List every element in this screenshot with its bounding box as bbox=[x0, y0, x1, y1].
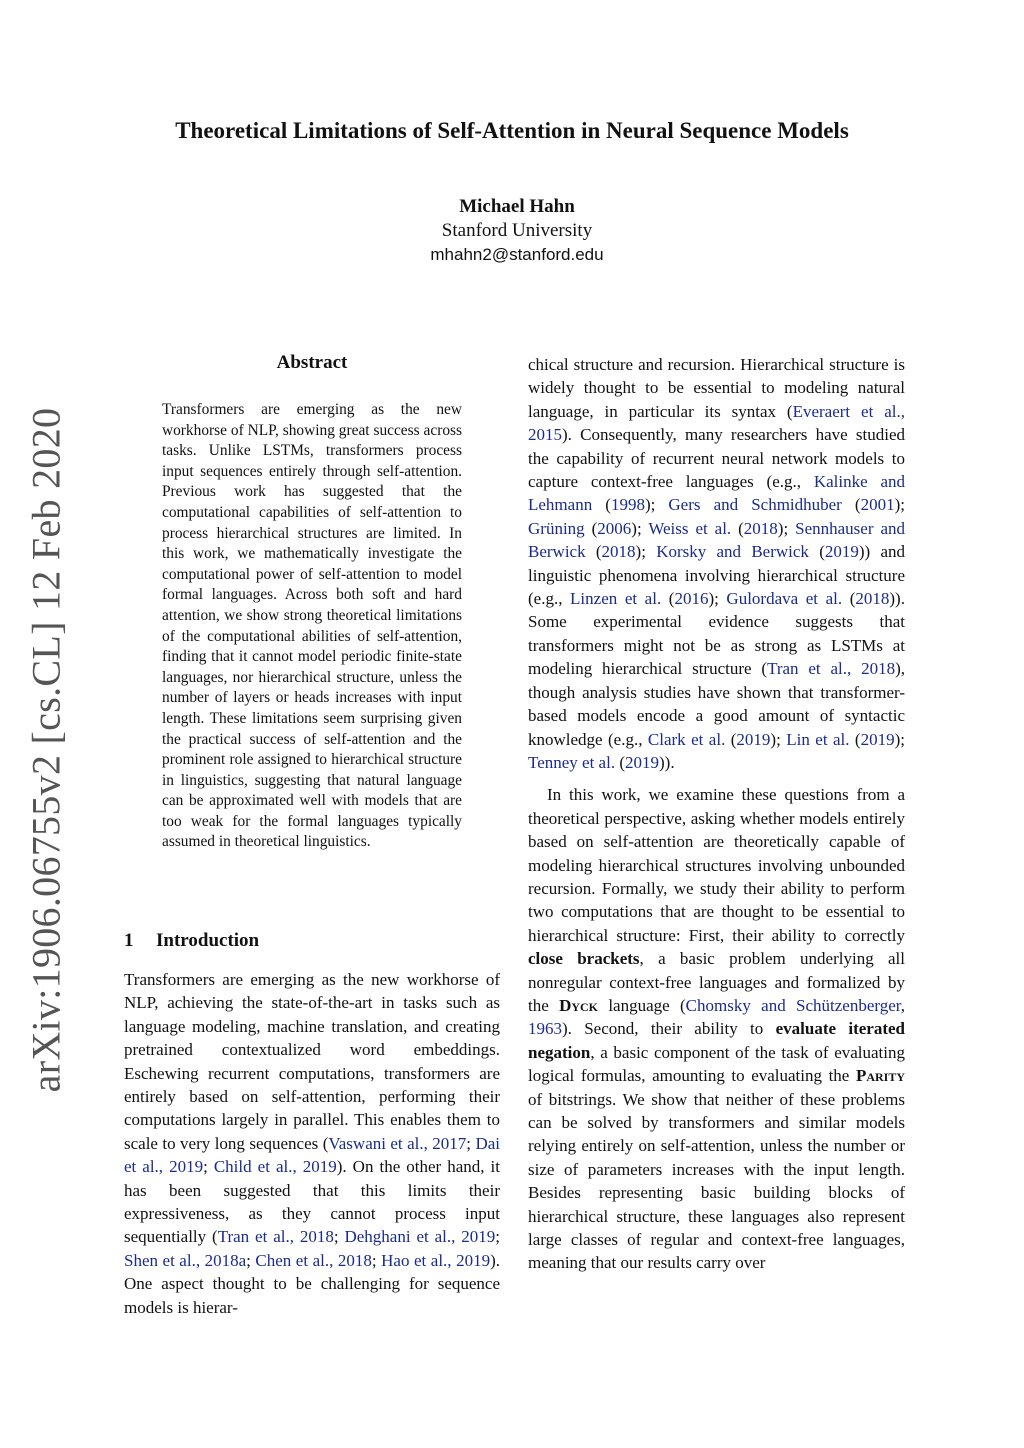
citation-link[interactable]: 1963 bbox=[528, 1019, 562, 1039]
citation-link[interactable]: Gulordava et al. bbox=[726, 589, 843, 609]
citation-link[interactable]: 2019 bbox=[824, 542, 859, 562]
citation-link[interactable]: Tenney et al. bbox=[528, 752, 616, 772]
citation-link[interactable]: Shen et al., 2018a bbox=[124, 1250, 247, 1270]
intro-paragraph-continued: chical structure and recursion. Hierarchical structure is widely thought to be essential to modeling natural language, in particular its syntax (Everaert et al., 2015). Consequently, many researchers have studied the capability of recurrent neural network models to capture context-free languages (e.g., Kalinke and Lehmann (1998); Gers and Schmidhuber (2001); Grüning (2006); Weiss et al. (2018); Sennhauser and Berwick (2018); Korsky and Berwick (2019)) and linguistic phenomena involving hierarchical structure (e.g., Linzen et al. (2016); Gulordava et al. (2018)). Some experimental evidence suggests that transformers might not be as strong as LSTMs at modeling hierarchical structure (Tran et al., 2018), though analysis studies have shown that transformer-based models encode a good amount of syntactic knowledge (e.g., Clark et al. (2019); Lin et al. (2019); Tenney et al. (2019)). bbox=[528, 355, 905, 772]
small-caps-term: Parity bbox=[855, 1066, 905, 1086]
author-block bbox=[0, 195, 1024, 267]
abstract-heading: Abstract bbox=[276, 352, 348, 373]
citation-link[interactable]: Child et al., 2019 bbox=[213, 1157, 337, 1177]
paper-title: Theoretical Limitations of Self-Attention in Neural Sequence Models bbox=[175, 118, 849, 143]
introduction-left-column bbox=[124, 968, 500, 1319]
citation-link[interactable]: Chen et al., 2018 bbox=[255, 1250, 372, 1270]
citation-link[interactable]: Weiss et al. bbox=[648, 518, 732, 538]
citation-link[interactable]: 2019 bbox=[736, 729, 771, 749]
section-title: Introduction bbox=[156, 930, 260, 951]
intro-paragraph-1: Transformers are emerging as the new workhorse of NLP, achieving the state-of-the-art in tasks such as language modeling, machine translation, and creating pretrained contextualized word embeddings. Eschewing recurrent computations, transformers are entirely based on self-attention, performing their computations largely in parallel. This enables them to scale to very long sequences (Vaswani et al., 2017; Dai et al., 2019; Child et al., 2019). On the other hand, it has been suggested that this limits their expressiveness, as they cannot process input sequentially (Tran et al., 2018; Dehghani et al., 2019; Shen et al., 2018a; Chen et al., 2018; Hao et al., 2019). One aspect thought to be challenging for sequence models is hierar- bbox=[124, 970, 501, 1317]
citation-link[interactable]: Grüning bbox=[528, 518, 585, 538]
citation-link[interactable]: Hao et al., 2019 bbox=[381, 1250, 491, 1270]
arxiv-identifier: arXiv:1906.06755v2 [cs.CL] 12 Feb 2020 bbox=[23, 407, 69, 1093]
citation-link[interactable]: Clark et al. bbox=[647, 729, 726, 749]
citation-link[interactable]: Lin et al. bbox=[786, 729, 850, 749]
introduction-right-column bbox=[528, 353, 905, 1275]
citation-link[interactable]: 2019 bbox=[625, 752, 659, 772]
citation-link[interactable]: 2018 bbox=[855, 589, 890, 609]
citation-link[interactable]: Everaert et al., 2015 bbox=[528, 401, 905, 445]
citation-link[interactable]: Korsky and Berwick bbox=[656, 542, 809, 562]
author-affiliation: Stanford University bbox=[441, 220, 593, 241]
citation-link[interactable]: Kalinke and Lehmann bbox=[528, 472, 905, 515]
author-name: Michael Hahn bbox=[459, 196, 575, 217]
section-heading-introduction bbox=[124, 930, 259, 952]
citation-link[interactable]: Dehghani et al., 2019 bbox=[344, 1227, 496, 1247]
citation-link[interactable]: 2019 bbox=[860, 729, 895, 749]
citation-link[interactable]: Tran et al., 2018 bbox=[767, 659, 896, 679]
small-caps-term: Dyck bbox=[559, 995, 599, 1015]
intro-paragraph-2: In this work, we examine these questions from a theoretical perspective, asking whether models entirely based on self-attention are theoretically capable of modeling hierarchical structures involving unbounded recursion. Formally, we study their ability to perform two computations that are thought to be essential to hierarchical structure: First, their ability to correctly close brackets, a basic problem underlying all nonregular context-free languages and formalized by the Dyck language (Chomsky and Schützenberger, 1963). Second, their ability to evaluate iterated negation, a basic component of the task of evaluating logical formulas, amounting to evaluating the Parity of bitstrings. We show that neither of these problems can be solved by transformers and similar models relying entirely on self-attention, unless the number or size of parameters increases with the input length. Besides representing basic building blocks of hierarchical structure, these languages also represent large classes of regular and context-free languages, meaning that our results carry over bbox=[528, 785, 905, 1273]
author-email[interactable]: mhahn2@stanford.edu bbox=[430, 245, 604, 264]
citation-link[interactable]: Gers and Schmidhuber bbox=[668, 495, 842, 515]
citation-link[interactable]: 2016 bbox=[674, 589, 709, 609]
citation-link[interactable]: 2018 bbox=[601, 542, 636, 562]
bold-term: evaluate iterated negation bbox=[528, 1019, 905, 1062]
citation-link[interactable]: Tran et al., 2018 bbox=[217, 1227, 334, 1247]
citation-link[interactable]: Dai et al., 2019 bbox=[124, 1133, 500, 1177]
section-number: 1 bbox=[124, 930, 134, 951]
citation-link[interactable]: Chomsky and Schützenberger bbox=[685, 995, 901, 1015]
citation-link[interactable]: Linzen et al. bbox=[570, 589, 662, 609]
citation-link[interactable]: 2006 bbox=[597, 518, 632, 538]
citation-link[interactable]: Vaswani et al., 2017 bbox=[328, 1133, 467, 1153]
citation-link[interactable]: 2001 bbox=[860, 495, 895, 515]
abstract-text: Transformers are emerging as the new workhorse of NLP, showing great success across tasks. Unlike LSTMs, transformers process input sequences entirely through self-attention. Previous work has suggested that the computational capabilities of self-attention to process hierarchical structures are limited. In this work, we mathematically investigate the computational power of self-attention to model formal languages. Across both soft and hard attention, we show strong theoretical limitations of the computational abilities of self-attention, finding that it cannot model periodic finite-state languages, nor hierarchical structure, unless the number of layers or heads increases with input length. These limitations seem surprising given the practical success of self-attention and the prominent role assigned to hierarchical structure in linguistics, suggesting that natural language can be approximated well with models that are too weak for the formal languages typically assumed in theoretical linguistics. bbox=[162, 401, 462, 851]
citation-link[interactable]: Sennhauser and Berwick bbox=[528, 518, 905, 562]
citation-link[interactable]: 2018 bbox=[743, 518, 778, 538]
bold-term: close brackets bbox=[528, 949, 640, 969]
citation-link[interactable]: 1998 bbox=[610, 495, 645, 515]
